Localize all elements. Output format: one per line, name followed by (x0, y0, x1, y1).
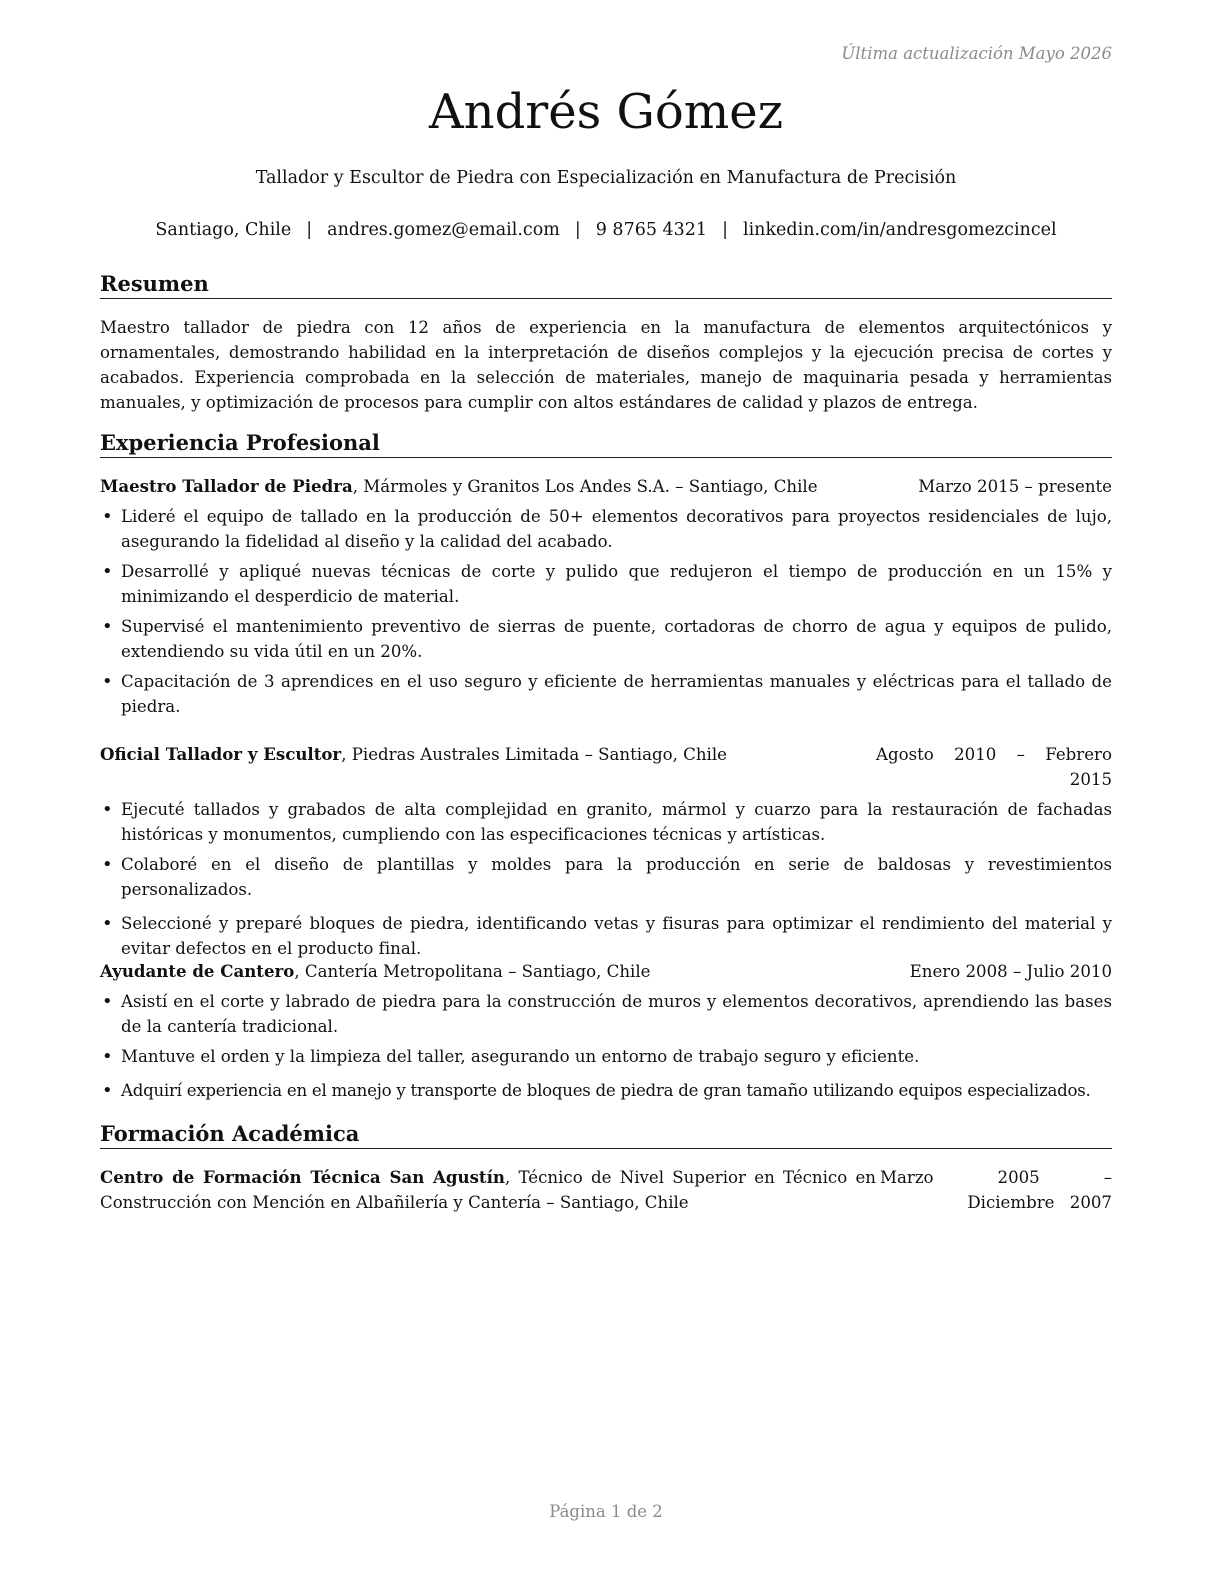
contact-line (100, 220, 1112, 240)
section-title-education: Formación Académica (100, 1121, 1112, 1149)
job-role: Ayudante de Cantero (100, 961, 295, 981)
job-company: , Cantería Metropolitana – Santiago, Chile (294, 962, 651, 981)
job-bullets (100, 797, 1112, 966)
headline: Tallador y Escultor de Piedra con Especialización en Manufactura de Precisión (255, 168, 957, 188)
contact-separator: | (574, 220, 581, 240)
job-dates: Enero 2008 – Julio 2010 (909, 962, 1112, 981)
education-program: , Técnico de Nivel Superior en Técnico en Construcción con Mención en Albañilería y Cantería – Santiago, Chile (100, 1168, 876, 1212)
job-dates: Agosto 2010 – Febrero 2015 (876, 745, 1112, 789)
resume-page (100, 0, 1112, 1584)
last-updated: Última actualización Mayo 2026 (841, 44, 1112, 63)
summary-text: Maestro tallador de piedra con 12 años de experiencia en la manufactura de elementos arquitectónicos y ornamentales, demostrando habilidad en la interpretación de diseños complejos y la ejecución precisa de cortes y acabados. Experiencia comprobada en la selección de materiales, manejo de maquinaria pesada y herramientas manuales, y optimización de procesos para cumplir con altos estándares de calidad y plazos de entrega. (100, 318, 1112, 412)
job-company: , Piedras Australes Limitada – Santiago, Chile (341, 745, 727, 764)
education-text (100, 1165, 876, 1215)
candidate-name: Andrés Gómez (429, 84, 783, 140)
education-entry (100, 1165, 1112, 1215)
job-dates: Marzo 2015 – presente (918, 477, 1112, 496)
list-item: • Adquirí experiencia en el manejo y transporte de bloques de piedra de gran tamaño utilizando equipos especializados. (100, 1078, 1112, 1103)
job-role: Maestro Tallador de Piedra (100, 476, 353, 496)
contact-linkedin[interactable]: linkedin.com/in/andresgomezcincel (742, 220, 1057, 240)
contact-email[interactable]: andres.gomez@email.com (327, 220, 560, 240)
job-bullets (100, 989, 1112, 1108)
contact-phone: 9 8765 4321 (595, 220, 708, 240)
job-company: , Mármoles y Granitos Los Andes S.A. – Santiago, Chile (352, 477, 818, 496)
section-title-summary: Resumen (100, 271, 1112, 299)
list-item: • Mantuve el orden y la limpieza del taller, asegurando un entorno de trabajo seguro y eficiente. (100, 1044, 1112, 1069)
list-item: • Capacitación de 3 aprendices en el uso seguro y eficiente de herramientas manuales y eléctricas para el tallado de piedra. (100, 669, 1112, 719)
contact-separator: | (722, 220, 728, 240)
job-role: Oficial Tallador y Escultor (100, 744, 342, 764)
list-item: • Seleccioné y preparé bloques de piedra, identificando vetas y fisuras para optimizar el rendimiento del material y evitar defectos en el producto final. (100, 911, 1112, 961)
job-header (100, 959, 1112, 984)
job-header (100, 474, 1112, 499)
list-item: • Colaboré en el diseño de plantillas y moldes para la producción en serie de baldosas y revestimientos personalizados. (100, 852, 1112, 902)
education-institution: Centro de Formación Técnica San Agustín (100, 1167, 505, 1187)
list-item: • Lideré el equipo de tallado en la producción de 50+ elementos decorativos para proyectos residenciales de lujo, asegurando la fidelidad al diseño y la calidad del acabado. (100, 504, 1112, 554)
list-item: • Asistí en el corte y labrado de piedra para la construcción de muros y elementos decorativos, aprendiendo las bases de la cantería tradicional. (100, 989, 1112, 1039)
section-title-experience: Experiencia Profesional (100, 430, 1112, 458)
contact-separator: | (306, 220, 313, 240)
page-number: Página 1 de 2 (549, 1502, 663, 1521)
contact-location: Santiago, Chile (155, 220, 292, 240)
education-dates: Marzo 2005 – Diciembre 2007 (880, 1168, 1112, 1212)
list-item: • Desarrollé y apliqué nuevas técnicas de corte y pulido que redujeron el tiempo de producción en un 15% y minimizando el desperdicio de material. (100, 559, 1112, 609)
job-header (100, 742, 1112, 789)
list-item: • Supervisé el mantenimiento preventivo de sierras de puente, cortadoras de chorro de agua y equipos de pulido, extendiendo su vida útil en un 20%. (100, 614, 1112, 664)
list-item: • Ejecuté tallados y grabados de alta complejidad en granito, mármol y cuarzo para la restauración de fachadas históricas y monumentos, cumpliendo con las especificaciones técnicas y artísticas. (100, 797, 1112, 847)
job-bullets (100, 504, 1112, 724)
